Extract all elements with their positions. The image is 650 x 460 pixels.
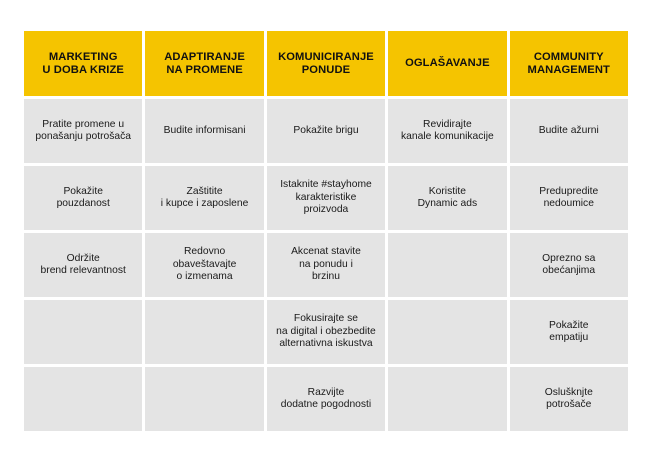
header-komuniciranje: KOMUNICIRANJE PONUDE xyxy=(267,31,385,96)
header-community: COMMUNITY MANAGEMENT xyxy=(510,31,628,96)
table-cell: Razvijte dodatne pogodnosti xyxy=(267,367,385,431)
table-cell: Pokažite pouzdanost xyxy=(24,166,142,230)
table-cell: Fokusirajte se na digital i obezbedite alternativna iskustva xyxy=(267,300,385,364)
table-cell-empty xyxy=(24,367,142,431)
table-cell: Pratite promene u ponašanju potrošača xyxy=(24,99,142,163)
table-cell: Zaštitite i kupce i zaposlene xyxy=(145,166,263,230)
header-oglasavanje: OGLAŠAVANJE xyxy=(388,31,506,96)
header-marketing: MARKETING U DOBA KRIZE xyxy=(24,31,142,96)
table-cell-empty xyxy=(388,367,506,431)
table-cell-empty xyxy=(388,300,506,364)
table-cell: Revidirajte kanale komunikacije xyxy=(388,99,506,163)
table-cell-empty xyxy=(388,233,506,297)
table-cell: Održite brend relevantnost xyxy=(24,233,142,297)
table-cell-empty xyxy=(145,367,263,431)
table-cell: Koristite Dynamic ads xyxy=(388,166,506,230)
table-cell-empty xyxy=(24,300,142,364)
table-cell: Akcenat stavite na ponudu i brzinu xyxy=(267,233,385,297)
header-adaptiranje: ADAPTIRANJE NA PROMENE xyxy=(145,31,263,96)
table-cell: Oprezno sa obećanjima xyxy=(510,233,628,297)
table-cell: Budite informisani xyxy=(145,99,263,163)
table-cell: Pokažite empatiju xyxy=(510,300,628,364)
table-cell-empty xyxy=(145,300,263,364)
table-cell: Budite ažurni xyxy=(510,99,628,163)
table-cell: Pokažite brigu xyxy=(267,99,385,163)
strategy-table xyxy=(24,31,628,431)
table-cell: Predupredite nedoumice xyxy=(510,166,628,230)
table-cell: Istaknite #stayhome karakteristike proizvoda xyxy=(267,166,385,230)
table-cell: Oslušknjte potrošače xyxy=(510,367,628,431)
table-cell: Redovno obaveštavajte o izmenama xyxy=(145,233,263,297)
